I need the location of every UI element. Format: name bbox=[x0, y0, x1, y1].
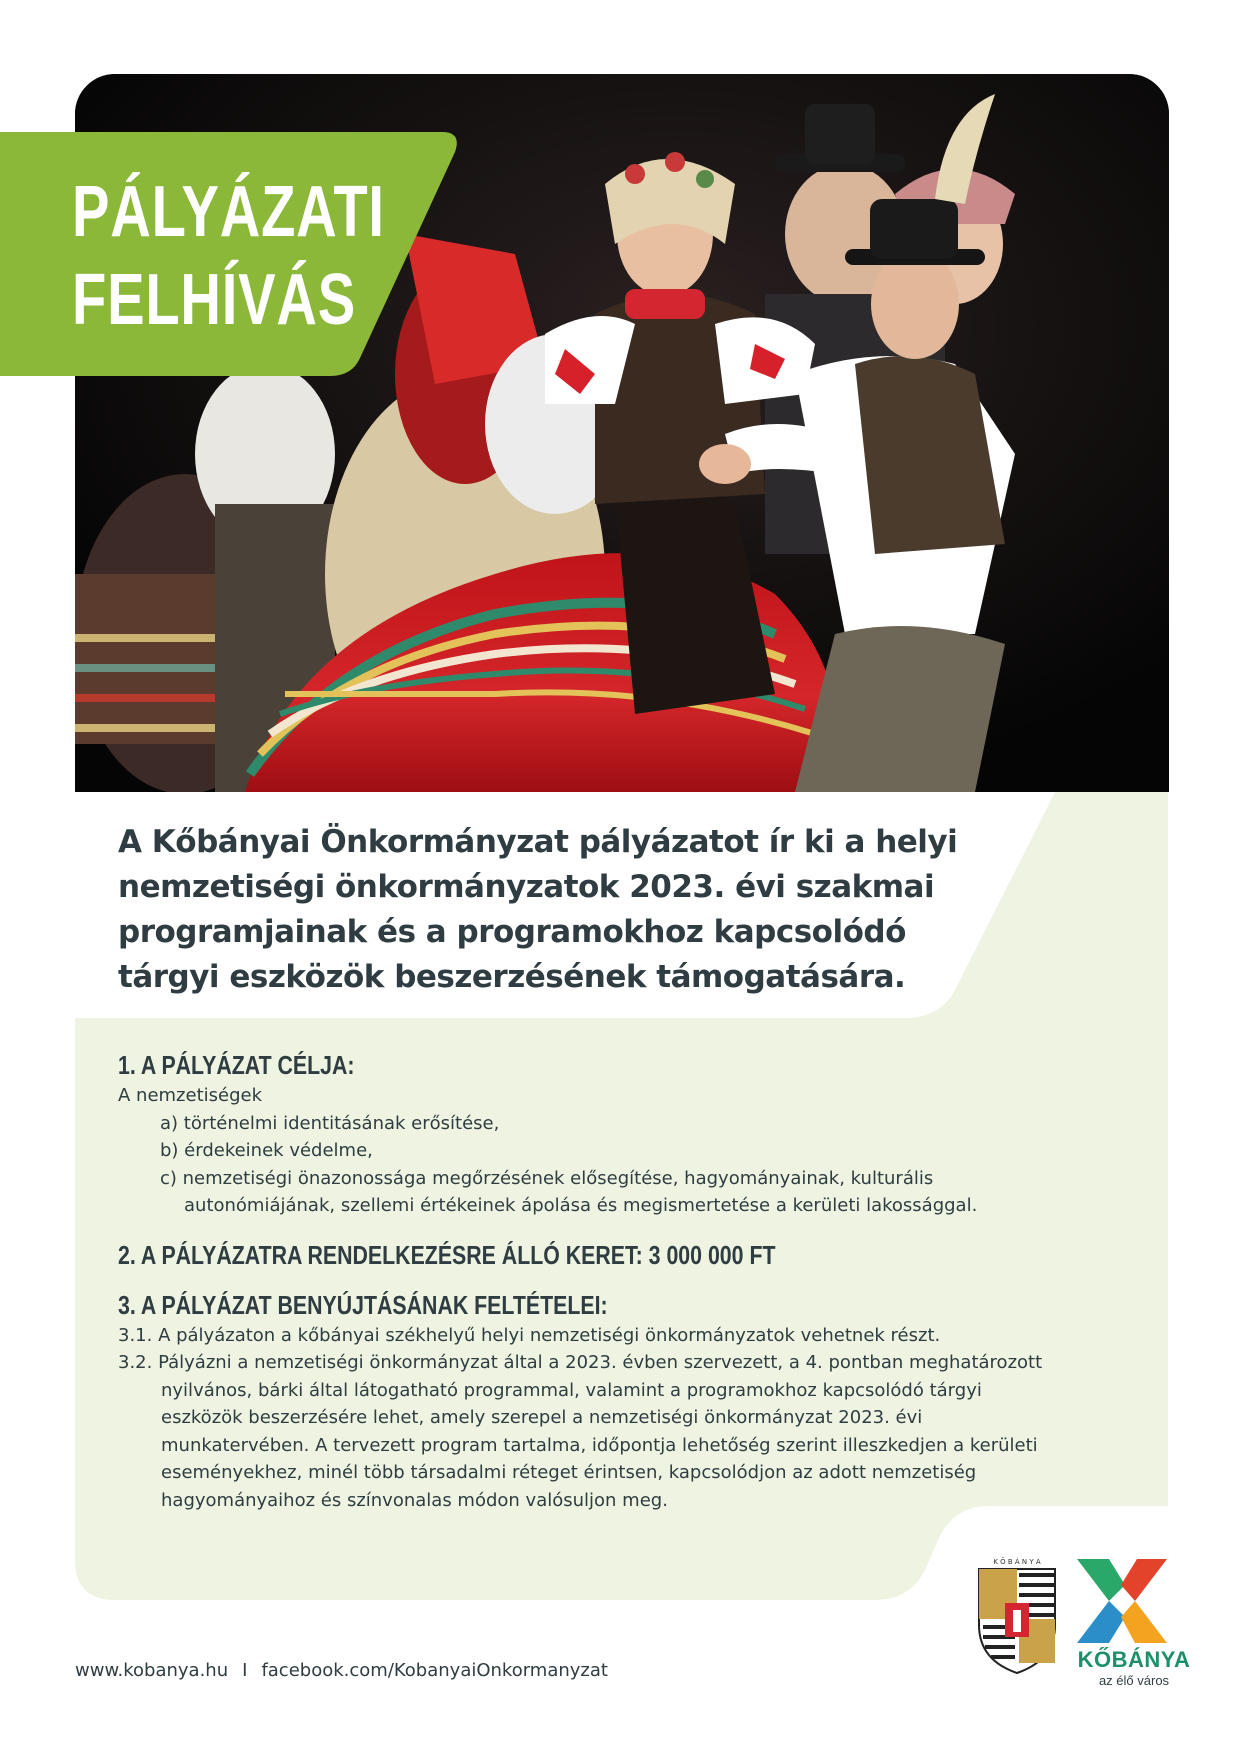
section-3-p2-line: eseményekhez, minél több társadalmi réteget érintsen, kapcsolódjon az adott nemzetiség bbox=[161, 1462, 977, 1483]
footer bbox=[75, 1660, 608, 1681]
section-3-p2: 3.2. Pályázni a nemzetiségi önkormányzat által a 2023. évben szervezett, a 4. pontban meghatározott bbox=[118, 1352, 1043, 1373]
content bbox=[118, 1048, 1128, 1514]
title-line-2: FELHÍVÁS bbox=[72, 260, 356, 340]
logo-name: KŐBÁNYA bbox=[1077, 1647, 1191, 1672]
website-link[interactable]: www.kobanya.hu bbox=[75, 1660, 229, 1681]
section-3-p1: 3.1. A pályázaton a kőbányai székhelyű helyi nemzetiségi önkormányzatok vehetnek részt. bbox=[118, 1324, 941, 1346]
coat-of-arms-icon bbox=[975, 1555, 1059, 1675]
section-3-p2-line: eszközök beszerzésére lehet, amely szerepel a nemzetiségi önkormányzat 2023. évi bbox=[161, 1407, 923, 1428]
footer-separator: I bbox=[242, 1660, 248, 1681]
kobanya-logo-icon bbox=[1075, 1557, 1169, 1645]
section-1-item-c-cont: autonómiájának, szellemi értékeinek ápolása és megismertetése a kerületi lakossággal. bbox=[184, 1195, 978, 1216]
section-1-item-b: b) érdekeinek védelme, bbox=[160, 1140, 373, 1161]
section-3-p2-line: nyilvános, bárki által látogatható programmal, valamint a programokhoz kapcsolódó tárgyi bbox=[161, 1379, 982, 1401]
intro-text: A Kőbányai Önkormányzat pályázatot ír ki a helyi nemzetiségi önkormányzatok 2023. évi szakmai programjainak és a programokhoz kapcsolódó tárgyi eszközök beszerzésének támogatására. bbox=[118, 824, 958, 995]
section-3-p2-line: munkatervében. A tervezett program tartalma, időpontja lehetőség szerint illeszkedjen a kerületi bbox=[161, 1434, 1038, 1456]
crest-text: K Ő B Á N Y A bbox=[993, 1558, 1041, 1566]
section-1-title: 1. A PÁLYÁZAT CÉLJA: bbox=[118, 1050, 355, 1080]
logo-tagline: az élő város bbox=[1098, 1673, 1170, 1688]
title-line-1: PÁLYÁZATI bbox=[72, 172, 385, 252]
section-1-item-a: a) történelmi identitásának erősítése, bbox=[160, 1112, 500, 1134]
section-2-title: 2. A PÁLYÁZATRA RENDELKEZÉSRE ÁLLÓ KERET: 3 000 000 FT bbox=[118, 1239, 776, 1270]
section-1-item-c: c) nemzetiségi önazonossága megőrzésének elősegítése, hagyományainak, kulturális bbox=[160, 1167, 934, 1189]
section-3-p2-line: hagyományaihoz és színvonalas módon valósuljon meg. bbox=[161, 1489, 668, 1511]
facebook-link[interactable]: facebook.com/KobanyaiOnkormanyzat bbox=[261, 1660, 608, 1681]
section-1-lead: A nemzetiségek bbox=[118, 1085, 263, 1106]
section-3-title: 3. A PÁLYÁZAT BENYÚJTÁSÁNAK FELTÉTELEI: bbox=[118, 1289, 608, 1320]
